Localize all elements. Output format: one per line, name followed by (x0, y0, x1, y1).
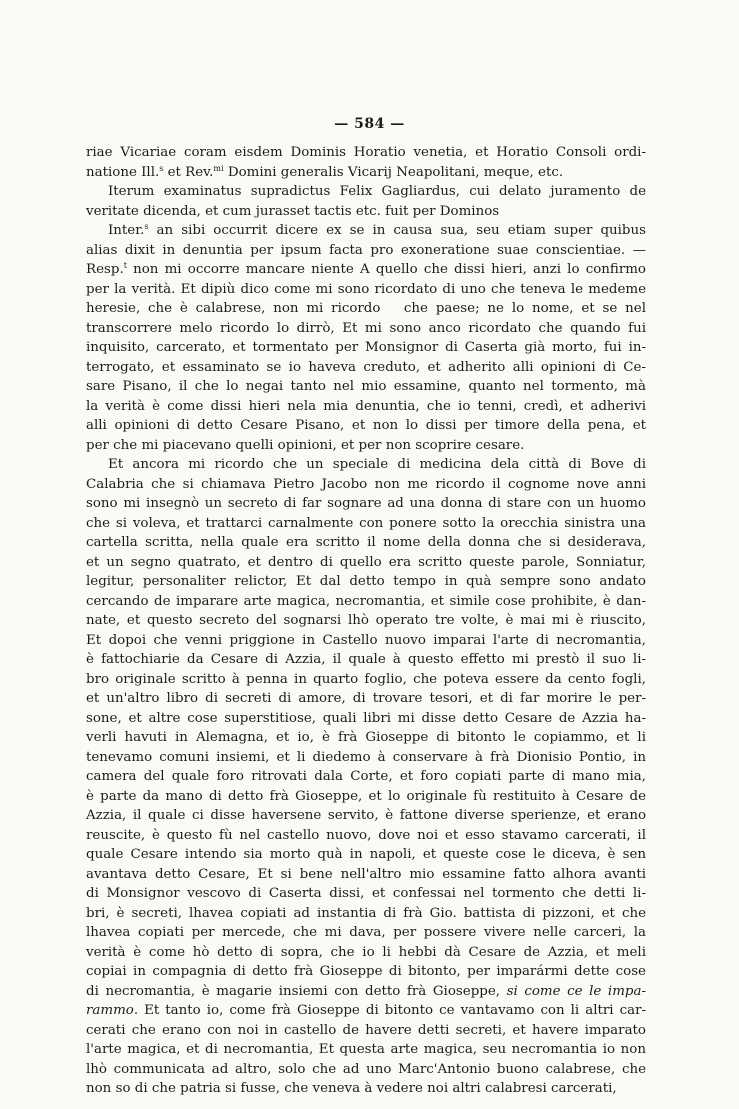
text-line: Et ancora mi ricordo che un speciale di medicina dela città di Bove di (108, 457, 646, 472)
text-line: che si voleva, et trattarci carnalmente con ponere sotto la orecchia sinistra una (86, 515, 646, 531)
text-line: è fattochiarie da Cesare di Azzia, il quale à questo effetto mi prestò il suo li- (86, 652, 646, 667)
text-line: sono mi insegnò un secreto di far sognare ad una donna di stare con un huomo (86, 496, 646, 511)
text-line: di Monsignor vescovo di Caserta dissi, et confessai nel tormento che detti li- (86, 886, 646, 901)
text-line: et un'altro libro di secreti di amore, di trovare tesori, et di far morire le per- (86, 691, 646, 706)
text-line: bro originale scritto à penna in quarto foglio, che poteva essere da cento fogli, (86, 671, 646, 687)
text-line: cartella scritta, nella quale era scritto il nome della donna che si desiderava, (86, 535, 646, 550)
paragraph (86, 182, 646, 221)
text-line: Et dopoi che venni priggione in Castello nuovo imparai l'arte di necromantia, (86, 632, 646, 648)
text-line: per la verità. Et dipiù dico come mi sono ricordato di uno che teneva le medeme (86, 281, 646, 297)
text-line: heresie, che è calabrese, non mi ricordo che paese; ne lo nome, et se nel (86, 301, 646, 316)
body-text (86, 143, 646, 1099)
text-line: Inter.$^s$ an sibi occurrit dicere ex se in causa sua, seu etiam super quibus (108, 222, 646, 238)
text-line: cercando de imparare arte magica, necromantia, et simile cose prohibite, è dan- (86, 593, 646, 609)
paragraph (86, 143, 646, 182)
text-line: Iterum examinatus supradictus Felix Gagliardus, cui delato juramento de (108, 184, 646, 199)
text-line: quale Cesare intendo sia morto quà in napoli, et queste cose le diceva, è sen (86, 847, 646, 862)
text-line: l'arte magica, et di necromantia, Et questa arte magica, seu necromantia io non (86, 1042, 646, 1057)
text-line: lhavea copiati per mercede, che mi dava, per possere vivere nelle carceri, la (86, 925, 646, 940)
text-line: per che mi piacevano quelli opinioni, et per non scoprire cesare. (86, 437, 525, 453)
text-line: tenevamo comuni insiemi, et li diedemo à conservare à frà Dionisio Pontio, in (86, 749, 646, 765)
text-line: sare Pisano, il che lo negai tanto nel mio essamine, quanto nel tormento, mà (86, 379, 646, 394)
text-line: nate, et questo secreto del sognarsi lhò operato tre volte, è mai mi è riuscito, (86, 613, 646, 628)
text-line: bri, è secreti, lhavea copiati ad instantia di frà Gio. battista di pizzoni, et che (86, 905, 646, 921)
text-line: verità è come hò detto di sopra, che io li hebbi dà Cesare de Azzia, et meli (86, 944, 646, 960)
text-line: et un segno quatrato, et dentro di quello era scritto queste parole, Sonniatur, (86, 554, 646, 570)
text-line: non so di che patria si fusse, che veneva à vedere noi altri calabresi carcerati, (86, 1081, 617, 1096)
page-number: — 584 — (334, 116, 405, 132)
text-line: la verità è come dissi hieri nela mia denuntia, che io tenni, credì, et adherivi (86, 398, 646, 414)
text-line: inquisito, carcerato, et tormentato per Monsignor di Caserta già morto, fui in- (86, 340, 646, 355)
text-line: Calabria che si chiamava Pietro Jacobo non me ricordo il cognome nove anni (86, 476, 646, 492)
text-line: di necromantia, è magarie insiemi con detto frà Gioseppe, si come ce le impa- (86, 983, 646, 999)
text-line: reuscite, è questo fù nel castello nuovo, dove noi et esso stavamo carcerati, il (86, 827, 646, 843)
text-line: verli havuti in Alemagna, et io, è frà Gioseppe di bitonto le copiammo, et li (86, 730, 646, 745)
text-line: veritate dicenda, et cum jurasset tactis etc. fuit per Dominos (86, 203, 500, 219)
text-line: natione Ill.$^s$ et Rev.$^{mi}$ Domini generalis Vicarij Neapolitani, meque, etc. (86, 163, 564, 180)
text-line: è parte da mano di detto frà Gioseppe, et lo originale fù restituito à Cesare de (86, 788, 646, 804)
text-line: alli opinioni di detto Cesare Pisano, et non lo dissi per timore della pena, et (86, 418, 646, 433)
text-line: rammo. Et tanto io, come frà Gioseppe di bitonto ce vantavamo con li altri car- (86, 1003, 646, 1018)
text-line: cerati che erano con noi in castello de havere detti secreti, et havere imparato (86, 1022, 646, 1038)
text-line: copiai in compagnia di detto frà Gioseppe di bitonto, per imparármi dette cose (86, 964, 646, 979)
text-line: Resp.$^t$ non mi occorre mancare niente A quello che dissi hieri, anzi lo confirmo (86, 261, 646, 277)
text-line: sone, et altre cose superstitiose, quali libri mi disse detto Cesare de Azzia ha- (86, 710, 646, 726)
text-line: avantava detto Cesare, Et si bene nell'altro mio essamine fatto alhora avanti (86, 866, 646, 882)
paragraph (86, 221, 646, 455)
text-line: riae Vicariae coram eisdem Dominis Horatio venetia, et Horatio Consoli ordi- (86, 145, 646, 160)
text-line: transcorrere melo ricordo lo dirrò, Et mi sono anco ricordato che quando fui (86, 320, 646, 336)
paragraph (86, 455, 646, 1099)
text-line: camera del quale foro ritrovati dala Corte, et foro copiati parte di mano mia, (86, 769, 646, 784)
text-line: lhò communicata ad altro, solo che ad uno Marc'Antonio buono calabrese, che (86, 1061, 646, 1077)
text-line: terrogato, et essaminato se io haveva creduto, et adherito alli opinioni di Ce- (86, 359, 646, 375)
text-line: alias dixit in denuntia per ipsum facta pro exoneratione suae conscientiae. — (86, 242, 646, 258)
text-line: Azzia, il quale ci disse haversene servito, è fattone diverse sperienze, et erano (86, 808, 646, 823)
text-line: legitur, personaliter relictor, Et dal detto tempo in quà sempre sono andato (86, 574, 646, 589)
